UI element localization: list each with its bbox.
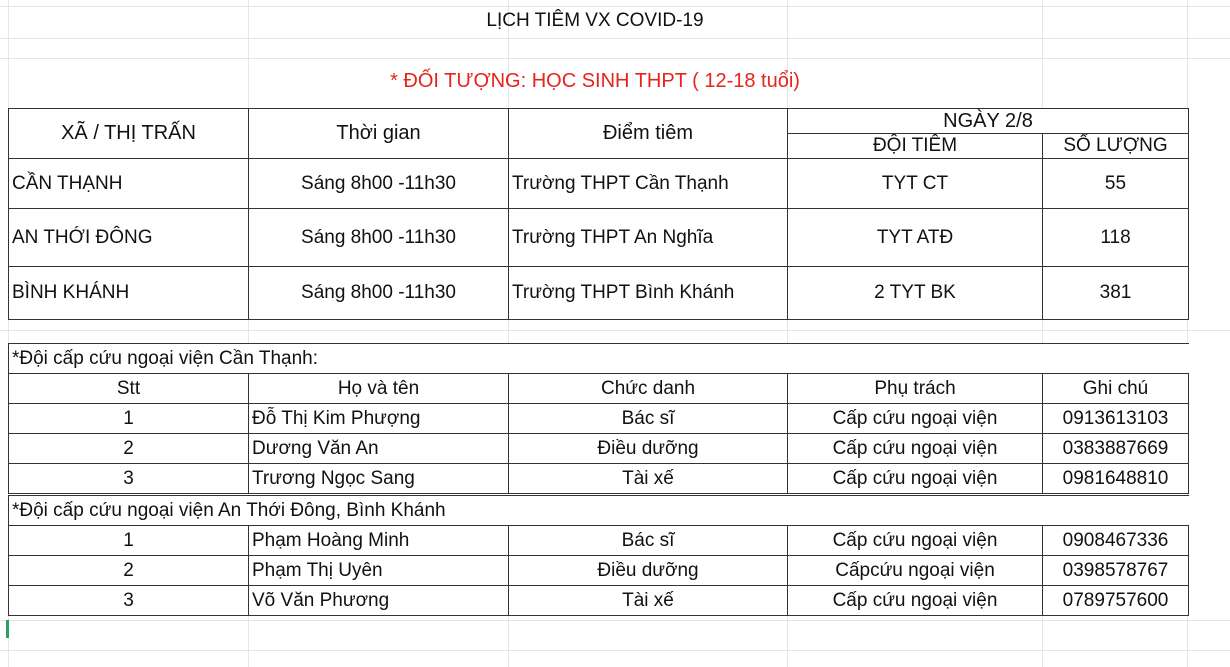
duty-cell: Cấp cứu ngoại viện [788, 434, 1043, 464]
quantity-cell: 381 [1043, 267, 1189, 320]
table-row [9, 526, 1189, 556]
grid-line [0, 58, 1230, 59]
name-cell: Phạm Hoàng Minh [249, 526, 509, 556]
duty-cell: Cấp cứu ngoại viện [788, 586, 1043, 616]
target-group-subtitle: * ĐỐI TƯỢNG: HỌC SINH THPT ( 12-18 tuổi) [390, 70, 800, 92]
stt-cell: 1 [9, 404, 249, 434]
header-name: Họ và tên [249, 374, 509, 404]
site-cell: Trường THPT Cần Thạnh [509, 159, 788, 209]
header-date: NGÀY 2/8 [788, 109, 1189, 134]
team-cell: TYT CT [788, 159, 1043, 209]
role-cell: Bác sĩ [509, 526, 788, 556]
phone-cell: 0908467336 [1043, 526, 1189, 556]
header-time: Thời gian [249, 109, 509, 159]
table-row [9, 464, 1189, 494]
header-commune: XÃ / THỊ TRẤN [9, 109, 249, 159]
ambulance-team-table-1 [8, 343, 1189, 494]
role-cell: Tài xế [509, 586, 788, 616]
phone-cell: 0789757600 [1043, 586, 1189, 616]
time-cell: Sáng 8h00 -11h30 [249, 159, 509, 209]
table-row [9, 267, 1189, 320]
role-cell: Điều dưỡng [509, 556, 788, 586]
table-row [9, 586, 1189, 616]
team-cell: 2 TYT BK [788, 267, 1043, 320]
duty-cell: Cấpcứu ngoại viện [788, 556, 1043, 586]
table-row [9, 556, 1189, 586]
time-cell: Sáng 8h00 -11h30 [249, 267, 509, 320]
table-row [9, 404, 1189, 434]
text-cursor [6, 620, 9, 638]
table-row [9, 434, 1189, 464]
section-title: *Đội cấp cứu ngoại viện Cần Thạnh: [9, 344, 1189, 374]
role-cell: Điều dưỡng [509, 434, 788, 464]
grid-line [0, 620, 1230, 621]
grid-line [0, 650, 1230, 651]
duty-cell: Cấp cứu ngoại viện [788, 464, 1043, 494]
name-cell: Phạm Thị Uyên [249, 556, 509, 586]
time-cell: Sáng 8h00 -11h30 [249, 209, 509, 267]
header-note: Ghi chú [1043, 374, 1189, 404]
header-role: Chức danh [509, 374, 788, 404]
stt-cell: 3 [9, 464, 249, 494]
phone-cell: 0383887669 [1043, 434, 1189, 464]
name-cell: Dương Văn An [249, 434, 509, 464]
duty-cell: Cấp cứu ngoại viện [788, 404, 1043, 434]
stt-cell: 3 [9, 586, 249, 616]
header-team: ĐỘI TIÊM [788, 134, 1043, 159]
role-cell: Tài xế [509, 464, 788, 494]
phone-cell: 0913613103 [1043, 404, 1189, 434]
page-title: LỊCH TIÊM VX COVID-19 [486, 10, 704, 31]
phone-cell: 0398578767 [1043, 556, 1189, 586]
quantity-cell: 55 [1043, 159, 1189, 209]
phone-cell: 0981648810 [1043, 464, 1189, 494]
stt-cell: 1 [9, 526, 249, 556]
stt-cell: 2 [9, 556, 249, 586]
duty-cell: Cấp cứu ngoại viện [788, 526, 1043, 556]
commune-cell: CẦN THẠNH [9, 159, 249, 209]
name-cell: Đỗ Thị Kim Phượng [249, 404, 509, 434]
table-row [9, 159, 1189, 209]
header-quantity: SỐ LƯỢNG [1043, 134, 1189, 159]
table-row [9, 209, 1189, 267]
grid-line [0, 38, 1230, 39]
name-cell: Trương Ngọc Sang [249, 464, 509, 494]
header-site: Điểm tiêm [509, 109, 788, 159]
team-cell: TYT ATĐ [788, 209, 1043, 267]
role-cell: Bác sĩ [509, 404, 788, 434]
section-title: *Đội cấp cứu ngoại viện An Thới Đông, Bình Khánh [9, 496, 1189, 526]
name-cell: Võ Văn Phương [249, 586, 509, 616]
grid-line [0, 6, 1230, 7]
commune-cell: BÌNH KHÁNH [9, 267, 249, 320]
quantity-cell: 118 [1043, 209, 1189, 267]
header-stt: Stt [9, 374, 249, 404]
site-cell: Trường THPT Bình Khánh [509, 267, 788, 320]
ambulance-team-table-2 [8, 495, 1189, 616]
site-cell: Trường THPT An Nghĩa [509, 209, 788, 267]
grid-line [0, 330, 1230, 331]
stt-cell: 2 [9, 434, 249, 464]
vaccination-schedule-table [8, 108, 1189, 320]
commune-cell: AN THỚI ĐÔNG [9, 209, 249, 267]
header-duty: Phụ trách [788, 374, 1043, 404]
